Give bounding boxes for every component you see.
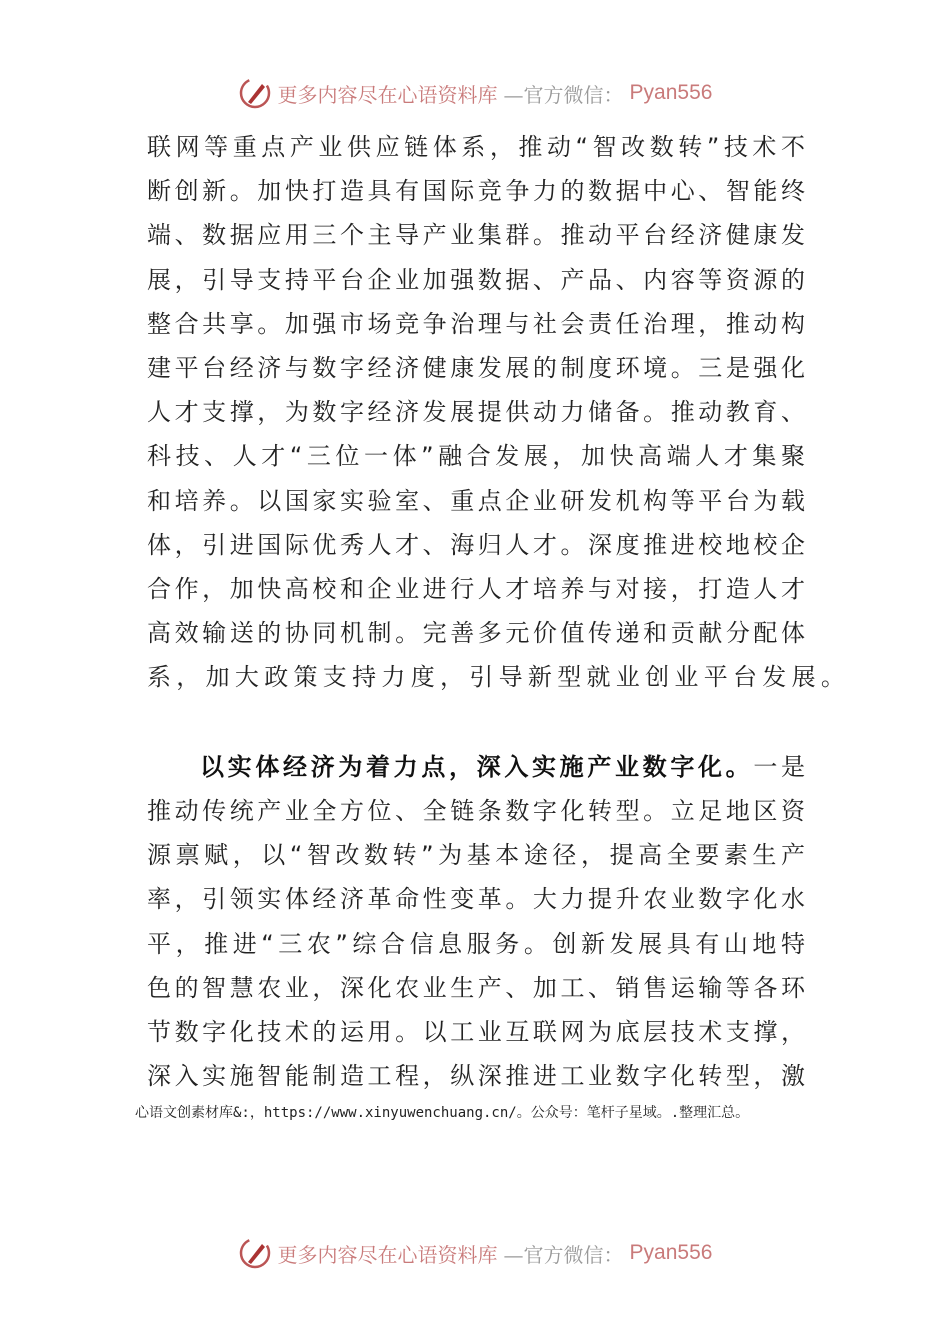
watermark-banner-top bbox=[0, 73, 950, 113]
section-heading: 以实体经济为着力点，深入实施产业数字化。 bbox=[200, 753, 754, 781]
source-note: 心语文创素材库&:，https://www.xinyuwenchuang.cn/。公众号：笔杆子星域。.整理汇总。 bbox=[135, 1105, 750, 1121]
text-line: 率，引领实体经济革命性变革。大力提升农业数字化水 bbox=[147, 885, 805, 914]
text-line: 端、数据应用三个主导产业集群。推动平台经济健康发 bbox=[147, 221, 805, 250]
text-line: 联网等重点产业供应链体系，推动“智改数转”技术不 bbox=[147, 133, 805, 161]
text-line: 系，加大政策支持力度，引导新型就业创业平台发展。 bbox=[147, 663, 851, 692]
text-line: 节数字化技术的运用。以工业互联网为底层技术支撑， bbox=[147, 1018, 805, 1046]
text-line: 和培养。以国家实验室、重点企业研发机构等平台为载 bbox=[147, 486, 805, 515]
text-line: 展，引导支持平台企业加强数据、产品、内容等资源的 bbox=[147, 265, 805, 294]
text-line: 高效输送的协同机制。完善多元价值传递和贡献分配体 bbox=[147, 619, 805, 648]
banner-separator: —官方微信： bbox=[503, 1242, 624, 1267]
banner-text: 更多内容尽在心语资料库 bbox=[277, 82, 498, 107]
banner-wechat-id: Pyan556 bbox=[629, 81, 713, 104]
text-line: 色的智慧农业，深化农业生产、加工、销售运输等各环 bbox=[147, 973, 805, 1002]
text-line: 人才支撑，为数字经济发展提供动力储备。推动教育、 bbox=[147, 398, 805, 427]
text-line: 推动传统产业全方位、全链条数字化转型。立足地区资 bbox=[147, 797, 805, 825]
heading-tail: 一是 bbox=[753, 753, 806, 781]
pen-logo-icon bbox=[238, 1236, 272, 1270]
paragraph-heading-line bbox=[200, 745, 805, 789]
text-line: 体，引进国际优秀人才、海归人才。深度推进校地校企 bbox=[147, 530, 805, 559]
text-line: 断创新。加快打造具有国际竞争力的数据中心、智能终 bbox=[147, 177, 805, 206]
watermark-banner-bottom bbox=[0, 1233, 950, 1273]
text-line: 整合共享。加强市场竞争治理与社会责任治理，推动构 bbox=[147, 309, 805, 338]
banner-wechat-id: Pyan556 bbox=[629, 1241, 713, 1264]
pen-logo-icon bbox=[238, 76, 272, 110]
text-line: 科技、人才“三位一体”融合发展，加快高端人才集聚 bbox=[147, 442, 805, 471]
text-line: 建平台经济与数字经济健康发展的制度环境。三是强化 bbox=[147, 354, 805, 382]
text-line: 合作，加快高校和企业进行人才培养与对接，打造人才 bbox=[147, 575, 805, 603]
text-line: 平，推进“三农”综合信息服务。创新发展具有山地特 bbox=[147, 929, 805, 958]
text-line: 源禀赋，以“智改数转”为基本途径，提高全要素生产 bbox=[147, 841, 805, 870]
text-line: 深入实施智能制造工程，纵深推进工业数字化转型，激 bbox=[147, 1062, 805, 1091]
banner-separator: —官方微信： bbox=[503, 82, 624, 107]
banner-text: 更多内容尽在心语资料库 bbox=[277, 1242, 498, 1267]
